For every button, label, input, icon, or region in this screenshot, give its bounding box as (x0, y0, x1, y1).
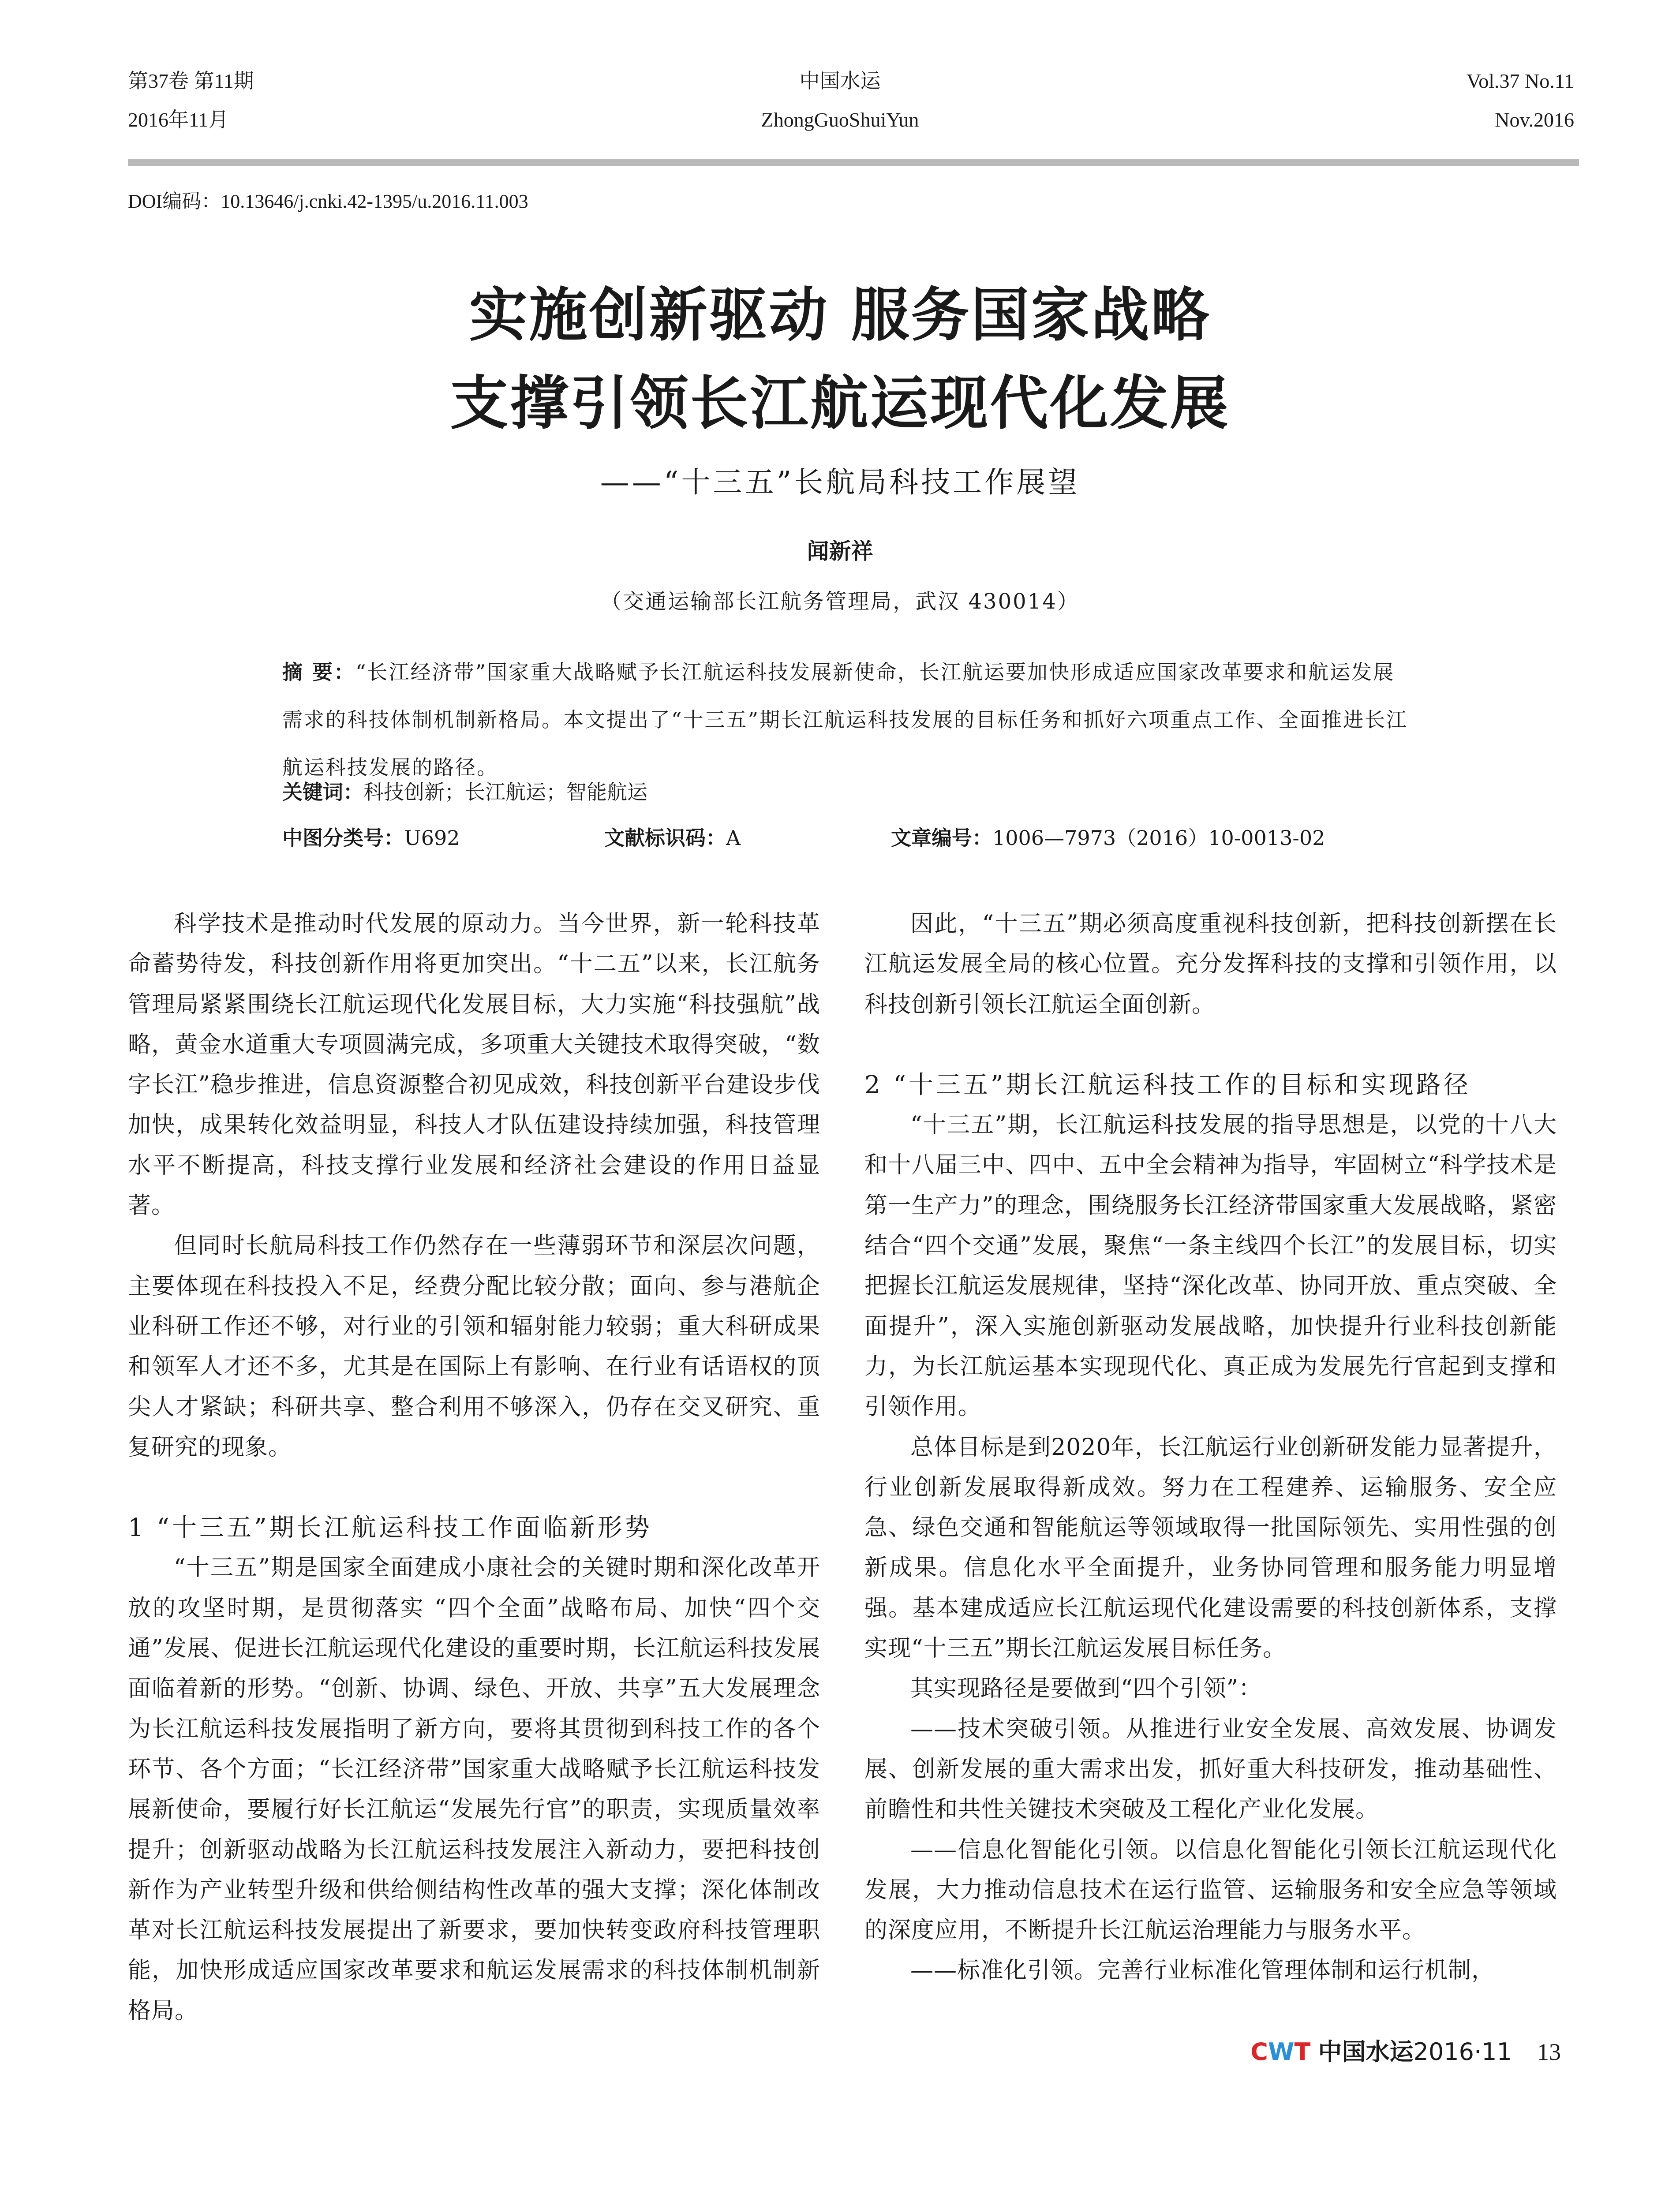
keywords-label: 关键词： (282, 780, 363, 804)
paragraph: 科学技术是推动时代发展的原动力。当今世界，新一轮科技革命蓄势待发，科技创新作用将更加突出。“十二五”以来，长江航务管理局紧紧围绕长江航运现代化发展目标，大力实施“科技强航”战略，黄金水道重大专项圆满完成，多项重大关键技术取得突破，“数字长江”稳步推进，信息资源整合初见成效，科技创新平台建设步伐加快，成果转化效益明显，科技人才队伍建设持续加强，科技管理水平不断提高，科技支撑行业发展和经济社会建设的作用日益显著。 (128, 911, 820, 1219)
page-footer (1250, 2033, 1561, 2067)
header-volume: 第37卷 第11期 (128, 70, 254, 92)
paragraph: ——信息化智能化引领。以信息化智能化引领长江航运现代化发展，大力推动信息技术在运行监管、运输服务和安全应急等领域的深度应用，不断提升长江航运治理能力与服务水平。 (864, 1836, 1557, 1944)
clc-value: U692 (404, 826, 460, 850)
paragraph: “十三五”期是国家全面建成小康社会的关键时期和深化改革开放的攻坚时期，是贯彻落实 “四个全面”战略布局、加快“四个交通”发展、促进长江航运现代化建设的重要时期，长江航运科技发展面临着新的形势。“创新、协调、绿色、开放、共享”五大发展理念为长江航运科技发展指明了新方向，要将其贯彻到科技工作的各个环节、各个方面；“长江经济带”国家重大战略赋予长江航运科技发展新使命，要履行好长江航运“发展先行官”的职责，实现质量效率提升；创新驱动战略为长江航运科技发展注入新动力，要把科技创新作为产业转型升级和供给侧结构性改革的强大支撑；深化体制改革对长江航运科技发展提出了新要求，要加快转变政府科技管理职能，加快形成适应国家改革要求和航运发展需求的科技体制机制新格局。 (128, 1555, 820, 2024)
header-journal-pinyin: ZhongGuoShuiYun (761, 108, 919, 131)
section-heading-2: 2 “十三五”期长江航运科技工作的目标和实现路径 (864, 1070, 1471, 1099)
section-heading-1: 1 “十三五”期长江航运科技工作面临新形势 (128, 1514, 652, 1543)
keywords-text: 科技创新；长江航运；智能航运 (363, 780, 647, 804)
affiliation: （交通运输部长江航务管理局，武汉 430014） (600, 589, 1080, 614)
author: 闻新祥 (807, 538, 873, 564)
logo-letter-t: T (1294, 2038, 1311, 2066)
paragraph: 其实现路径是要做到“四个引领”： (910, 1675, 1262, 1702)
header-journal-cn: 中国水运 (799, 70, 881, 92)
doc-value: A (726, 826, 741, 850)
paragraph: ——标准化引领。完善行业标准化管理体制和运行机制， (910, 1957, 1495, 1984)
logo-letter-c: C (1250, 2038, 1268, 2066)
article-number (891, 820, 1325, 856)
abstract-label: 摘 要： (282, 660, 356, 684)
doi: DOI编码：10.13646/j.cnki.42-1395/u.2016.11.003 (128, 191, 528, 212)
title-line-2: 支撑引领长江航运现代化发展 (450, 370, 1230, 437)
title-line-1: 实施创新驱动 服务国家战略 (469, 281, 1211, 349)
logo-letter-w: W (1268, 2038, 1295, 2066)
abstract-text: “长江经济带”国家重大战略赋予长江航运科技发展新使命，长江航运要加快形成适应国家改革要求和航运发展需求的科技体制机制新格局。本文提出了“十三五”期长江航运科技发展的目标任务和抓好六项重点工作、全面推进长江航运科技发展的路径。 (282, 660, 1408, 779)
doc-label: 文献标识码： (604, 826, 726, 850)
keywords (282, 774, 647, 810)
paragraph: “十三五”期，长江航运科技发展的指导思想是，以党的十八大和十八届三中、四中、五中全会精神为指导，牢固树立“科学技术是第一生产力”的理念，围绕服务长江经济带国家重大发展战略，紧密结合“四个交通”发展，聚焦“一条主线四个长江”的发展目标，切实把握长江航运发展规律，坚持“深化改革、协同开放、重点突破、全面提升”，深入实施创新驱动发展战略，加快提升行业科技创新能力，为长江航运基本实现现代化、真正成为发展先行官起到支撑和引领作用。 (864, 1112, 1557, 1420)
paragraph: 因此，“十三五”期必须高度重视科技创新，把科技创新摆在长江航运发展全局的核心位置。充分发挥科技的支撑和引领作用，以科技创新引领长江航运全面创新。 (864, 911, 1557, 1018)
footer-issue: 2016·11 (1413, 2038, 1512, 2066)
article-value: 1006—7973（2016）10-0013-02 (992, 826, 1325, 850)
footer-journal: 中国水运 (1318, 2038, 1414, 2066)
header-vol-en: Vol.37 No.11 (1466, 70, 1574, 92)
article-label: 文章编号： (891, 826, 992, 850)
paragraph: 总体目标是到2020年，长江航运行业创新研发能力显著提升，行业创新发展取得新成效。努力在工程建养、运输服务、安全应急、绿色交通和智能航运等领域取得一批国际领先、实用性强的创新成果。信息化水平全面提升，业务协同管理和服务能力明显增强。基本建成适应长江航运现代化建设需要的科技创新体系，支撑实现“十三五”期长江航运发展目标任务。 (864, 1434, 1557, 1662)
page-number: 13 (1537, 2039, 1561, 2065)
header-date-en: Nov.2016 (1495, 108, 1574, 131)
right-column (864, 904, 1557, 1991)
paragraph: ——技术突破引领。从推进行业安全发展、高效发展、协调发展、创新发展的重大需求出发，抓好重大科技研发，推动基础性、前瞻性和共性关键技术突破及工程化产业化发展。 (864, 1715, 1557, 1823)
abstract (282, 648, 1411, 791)
clc-number (282, 820, 460, 856)
header-date: 2016年11月 (128, 108, 229, 131)
clc-label: 中图分类号： (282, 826, 404, 850)
doc-code (604, 820, 741, 856)
header-rule (128, 159, 1579, 166)
left-column (128, 904, 820, 2031)
subtitle: ——“十三五”长航局科技工作展望 (600, 465, 1080, 499)
paragraph: 但同时长航局科技工作仍然存在一些薄弱环节和深层次问题，主要体现在科技投入不足，经费分配比较分散；面向、参与港航企业科研工作还不够，对行业的引领和辐射能力较弱；重大科研成果和领军人才还不多，尤其是在国际上有影响、在行业有话语权的顶尖人才紧缺；科研共享、整合利用不够深入，仍存在交叉研究、重复研究的现象。 (128, 1233, 820, 1461)
